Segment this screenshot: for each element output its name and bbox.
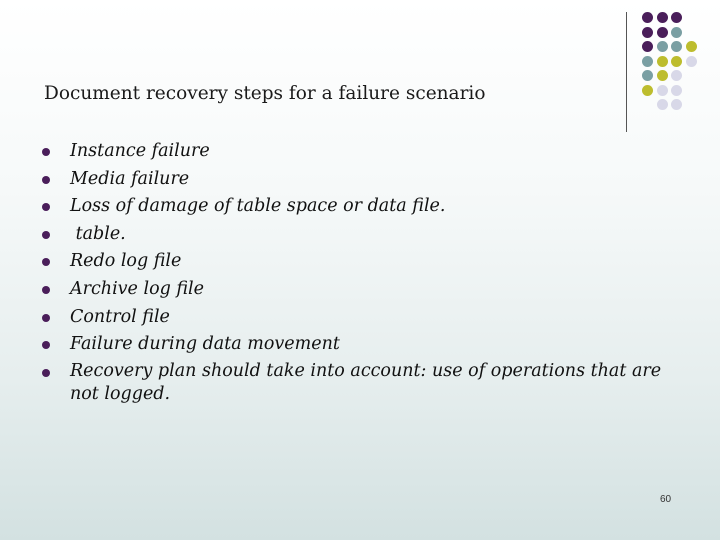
bullet-dot-icon	[42, 314, 50, 322]
bullet-dot-icon	[42, 231, 50, 239]
bullet-item	[42, 332, 670, 356]
bullet-text: Failure during data movement	[70, 334, 340, 355]
decorative-dot	[671, 12, 682, 23]
slide-title: Document recovery steps for a failure scenario	[44, 83, 486, 104]
decorative-dot	[686, 41, 697, 52]
decorative-dot	[657, 99, 668, 110]
bullet-dot-icon	[42, 286, 50, 294]
bullet-item	[42, 139, 670, 163]
decorative-dot	[642, 41, 653, 52]
decorative-dot	[642, 27, 653, 38]
decorative-dot	[642, 56, 653, 67]
decorative-dot	[671, 85, 682, 96]
decorative-dot	[657, 56, 668, 67]
decorative-dot	[657, 12, 668, 23]
bullet-text: Recovery plan should take into account: use of operations that are not logged.	[70, 360, 662, 404]
decorative-dot-grid	[640, 10, 712, 120]
decorative-dot	[671, 27, 682, 38]
decorative-dot	[642, 70, 653, 81]
bullet-dot-icon	[42, 176, 50, 184]
bullet-item	[42, 167, 670, 191]
bullet-dot-icon	[42, 258, 50, 266]
decorative-dot	[657, 85, 668, 96]
decorative-dot	[657, 70, 668, 81]
bullet-item	[42, 305, 670, 329]
bullet-dot-icon	[42, 341, 50, 349]
decorative-dot	[642, 85, 653, 96]
bullet-text: Archive log file	[70, 278, 205, 299]
bullet-list	[42, 139, 670, 409]
decorative-vertical-rule	[626, 12, 627, 132]
decorative-dot	[671, 70, 682, 81]
bullet-item	[42, 194, 670, 218]
bullet-item	[42, 222, 670, 246]
bullet-text: Media failure	[70, 168, 190, 189]
bullet-text: Redo log file	[70, 251, 182, 272]
decorative-dot	[671, 56, 682, 67]
bullet-dot-icon	[42, 203, 50, 211]
decorative-dot	[657, 27, 668, 38]
bullet-dot-icon	[42, 148, 50, 156]
bullet-text: table.	[70, 223, 126, 244]
bullet-text: Loss of damage of table space or data file.	[70, 196, 446, 217]
bullet-item	[42, 360, 670, 406]
bullet-item	[42, 277, 670, 301]
page-number: 60	[660, 494, 672, 505]
decorative-dot	[642, 12, 653, 23]
decorative-dot	[671, 41, 682, 52]
bullet-item	[42, 249, 670, 273]
decorative-dot	[671, 99, 682, 110]
bullet-text: Instance failure	[70, 141, 210, 161]
decorative-dot	[686, 56, 697, 67]
bullet-text: Control file	[70, 306, 170, 327]
bullet-dot-icon	[42, 369, 50, 377]
decorative-dot	[657, 41, 668, 52]
